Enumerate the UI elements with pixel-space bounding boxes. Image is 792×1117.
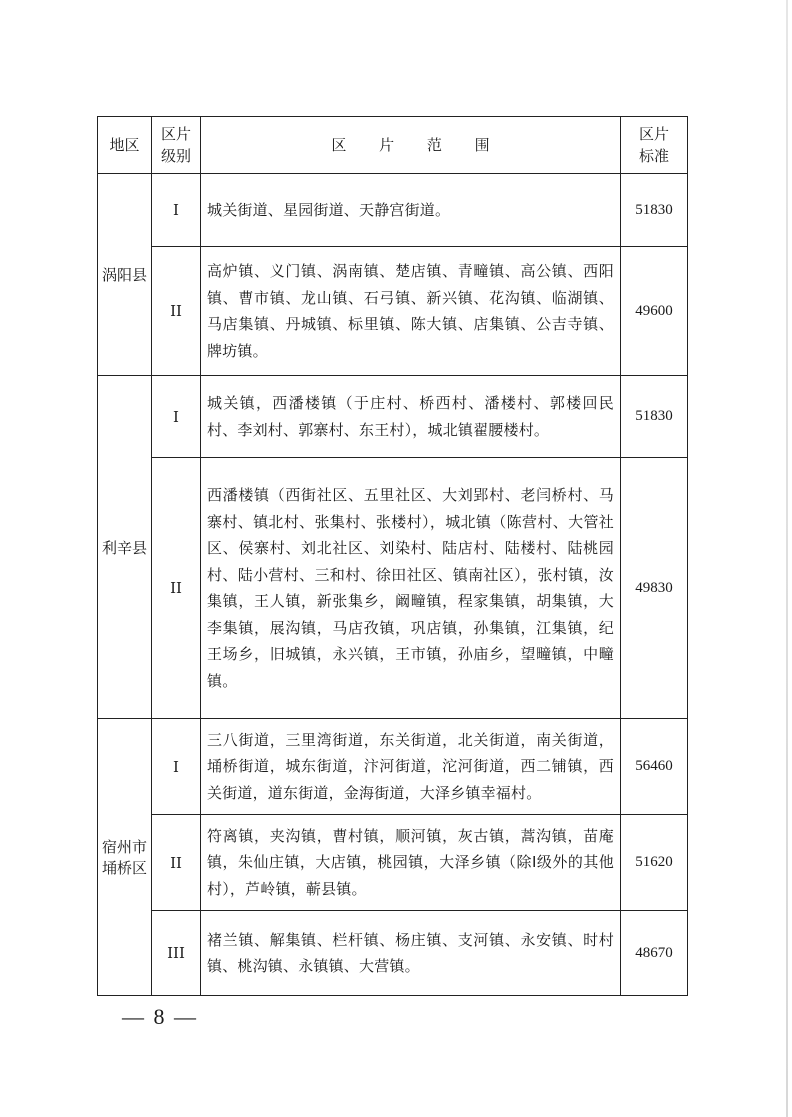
- standard-cell: 51620: [621, 815, 688, 911]
- table-row: [98, 174, 688, 247]
- land-zone-table: [97, 116, 688, 996]
- table-row: [98, 815, 688, 911]
- level-cell: I: [152, 376, 201, 458]
- range-cell: 三八街道，三里湾街道，东关街道，北关街道，南关街道，埇桥街道，城东街道，汴河街道，沱河街道，西二铺镇，西关街道，道东街道，金海街道，大泽乡镇幸福村。: [201, 719, 621, 815]
- standard-cell: 51830: [621, 376, 688, 458]
- page-number: — 8 —: [122, 1004, 198, 1029]
- header-level-line2: 级别: [160, 147, 191, 165]
- header-range: 区 片 范 围: [201, 117, 621, 174]
- range-cell: 城关街道、星园街道、天静宫街道。: [201, 174, 621, 247]
- table-row: [98, 376, 688, 458]
- standard-cell: 56460: [621, 719, 688, 815]
- range-cell: 城关镇，西潘楼镇（于庄村、桥西村、潘楼村、郭楼回民村、李刘村、郭寨村、东王村），城北镇翟腰楼村。: [201, 376, 621, 458]
- region-cell: 利辛县: [98, 376, 152, 719]
- header-level-line1: 区片: [160, 125, 191, 143]
- level-cell: III: [152, 911, 201, 996]
- range-cell: 符离镇，夹沟镇，曹村镇，顺河镇，灰古镇，蒿沟镇，苗庵镇，朱仙庄镇，大店镇，桃园镇，大泽乡镇（除I级外的其他村），芦岭镇，蕲县镇。: [201, 815, 621, 911]
- standard-cell: 49600: [621, 247, 688, 376]
- region-cell: 涡阳县: [98, 174, 152, 376]
- table-row: [98, 247, 688, 376]
- scan-edge: [786, 0, 788, 1117]
- table-row: [98, 458, 688, 719]
- table-row: [98, 719, 688, 815]
- level-cell: II: [152, 815, 201, 911]
- header-standard-line2: 标准: [638, 147, 669, 165]
- range-cell: 褚兰镇、解集镇、栏杆镇、杨庄镇、支河镇、永安镇、时村镇、桃沟镇、永镇镇、大营镇。: [201, 911, 621, 996]
- level-cell: II: [152, 247, 201, 376]
- table-row: [98, 911, 688, 996]
- standard-cell: 48670: [621, 911, 688, 996]
- header-row: [98, 117, 688, 174]
- header-standard: [621, 117, 688, 174]
- level-cell: I: [152, 719, 201, 815]
- region-cell: 宿州市埇桥区: [98, 719, 152, 996]
- header-standard-line1: 区片: [638, 125, 669, 143]
- level-cell: I: [152, 174, 201, 247]
- standard-cell: 51830: [621, 174, 688, 247]
- standard-cell: 49830: [621, 458, 688, 719]
- range-cell: 西潘楼镇（西街社区、五里社区、大刘郢村、老闫桥村、马寨村、镇北村、张集村、张楼村），城北镇（陈营村、大管社区、侯寨村、刘北社区、刘染村、陆店村、陆楼村、陆桃园村、陆小营村、三和村、徐田社区、镇南社区），张村镇，汝集镇，王人镇，新张集乡，阚疃镇，程家集镇，胡集镇，大李集镇，展沟镇，马店孜镇，巩店镇，孙集镇，江集镇，纪王场乡，旧城镇，永兴镇，王市镇，孙庙乡，望疃镇，中疃镇。: [201, 458, 621, 719]
- range-cell: 高炉镇、义门镇、涡南镇、楚店镇、青疃镇、高公镇、西阳镇、曹市镇、龙山镇、石弓镇、新兴镇、花沟镇、临湖镇、马店集镇、丹城镇、标里镇、陈大镇、店集镇、公吉寺镇、牌坊镇。: [201, 247, 621, 376]
- header-region: 地区: [98, 117, 152, 174]
- header-level: [152, 117, 201, 174]
- level-cell: II: [152, 458, 201, 719]
